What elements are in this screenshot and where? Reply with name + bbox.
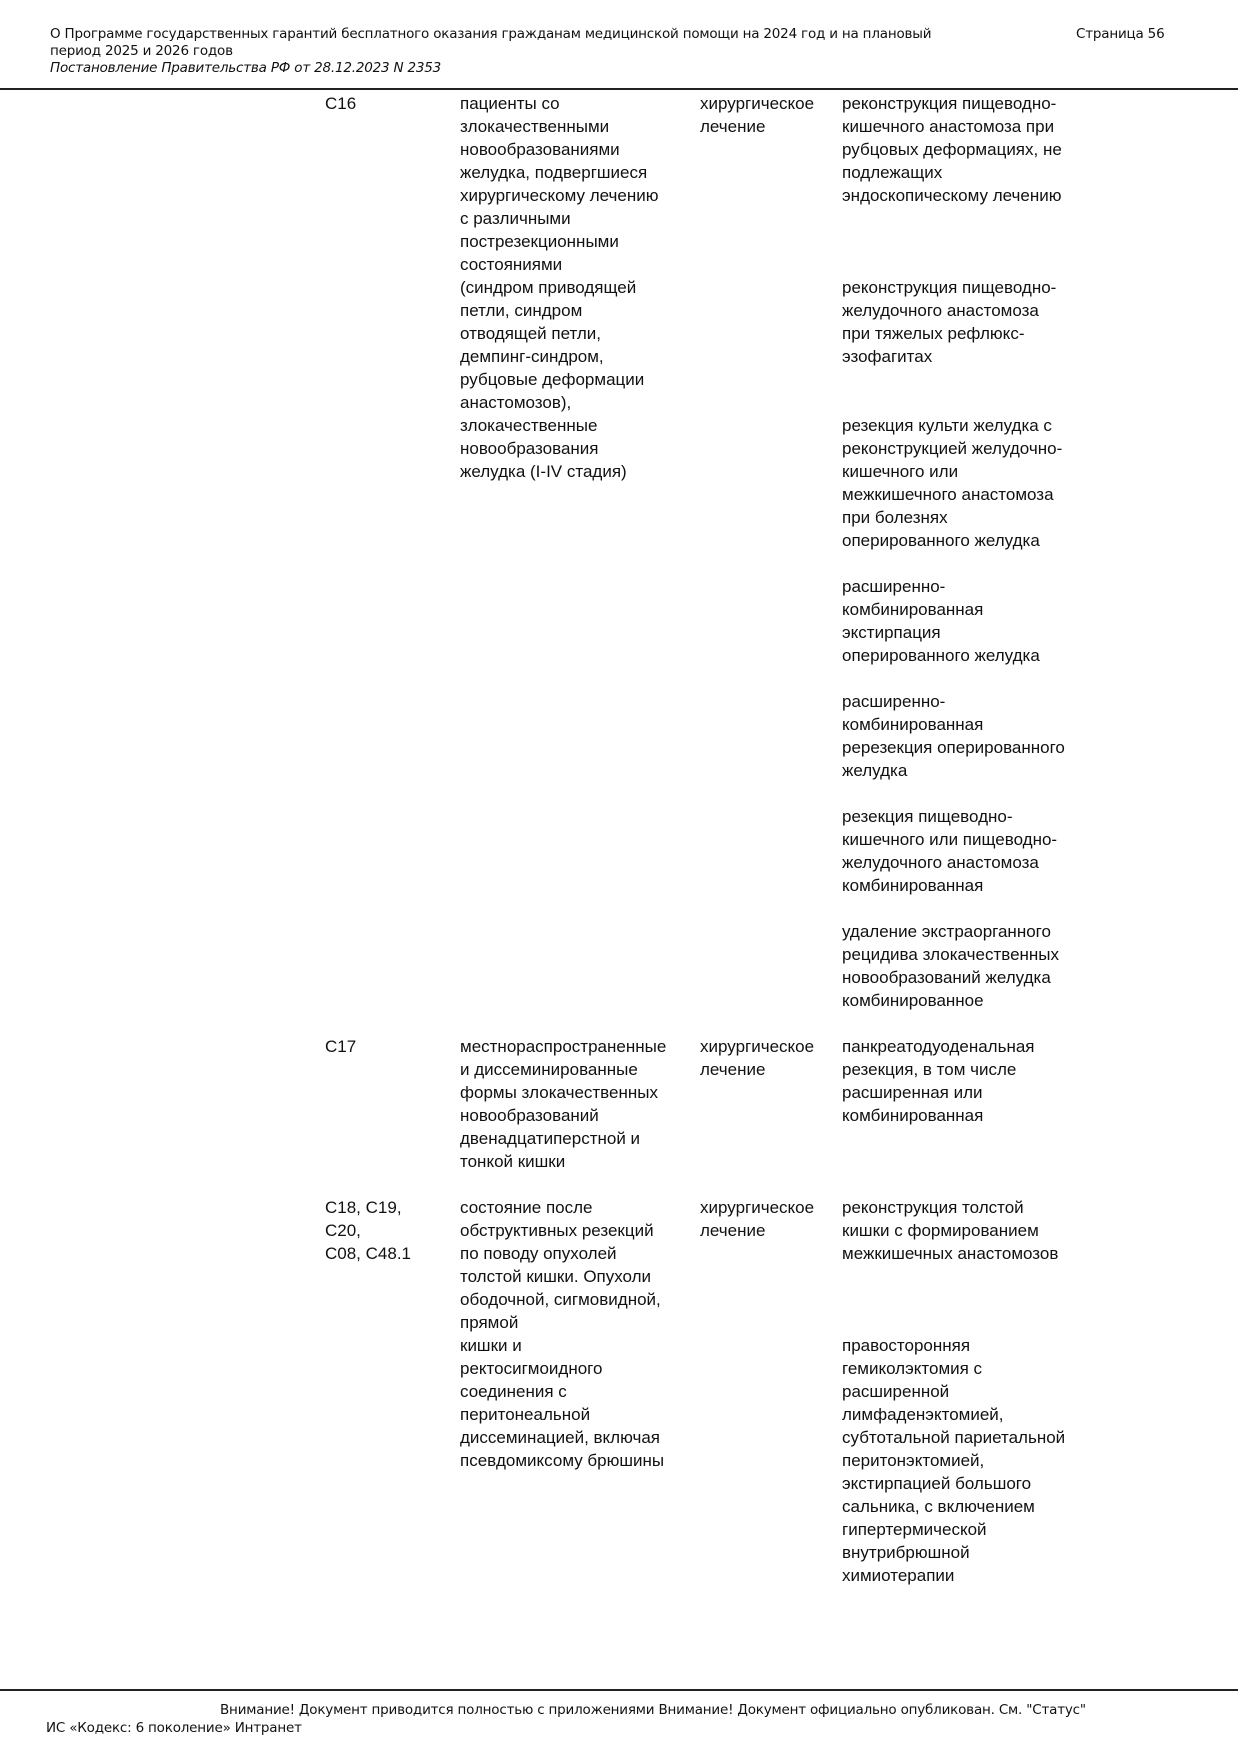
page-number: Страница 56 [1076,26,1165,42]
treatment-method: реконструкция пищеводно- кишечного анастомоза при рубцовых деформациях, не подлежащих эндоскопическому лечению [842,94,1062,205]
document-title-line-2: период 2025 и 2026 годов [50,43,233,59]
table-row [325,1196,1102,1587]
footer-system-name: ИС «Кодекс: 6 поколение» Интранет [46,1720,302,1736]
treatment-method: панкреатодуоденальная резекция, в том числе расширенная или комбинированная [842,1037,1035,1125]
row-segment [460,276,1102,414]
header-divider [0,88,1238,90]
treatment-method-cell [842,1035,1102,1173]
treatment-type-cell [700,1334,842,1587]
table-row [325,1035,1102,1173]
treatment-type-cell: хирургическое лечение [700,1198,815,1240]
treatment-method: реконструкция пищеводно- желудочного анастомоза при тяжелых рефлюкс- эзофагитах [842,278,1057,366]
patient-model-cell: состояние после обструктивных резекций по поводу опухолей толстой кишки. Опухоли ободочной, сигмовидной, прямой [460,1198,661,1332]
treatment-method-cell [842,1334,1102,1587]
patient-model-cell: пациенты со злокачественными новообразованиями желудка, подвергшиеся хирургическому лечению с различными пострезекционными состояниями [460,94,659,274]
document-title-line-1: О Программе государственных гарантий бесплатного оказания гражданам медицинской помощи на 2024 год и на плановый [50,26,932,42]
patient-model-cell: (синдром приводящей петли, синдром отводящей петли, демпинг-синдром, рубцовые деформации анастомозов), [460,278,645,412]
footer-divider [0,1689,1238,1691]
patient-model-cell: кишки и ректосигмоидного соединения с перитонеальной диссеминацией, включая псевдомиксому брюшины [460,1336,665,1470]
treatment-method: расширенно- комбинированная экстирпация оперированного желудка [842,577,1040,665]
table-row [325,92,1102,1012]
treatment-method: резекция пищеводно- кишечного или пищеводно- желудочного анастомоза комбинированная [842,807,1058,895]
treatment-type-cell: хирургическое лечение [700,94,815,136]
row-segment [460,1334,1102,1587]
diagnosis-code-cell: C18, C19, C20, C08, C48.1 [325,1198,411,1263]
treatment-method-cell [842,414,1102,1012]
row-segment [460,1035,1102,1173]
treatment-methods-table [325,92,1102,1587]
document-title-block [50,26,1050,77]
treatment-method-cell [842,92,1102,276]
patient-model-cell: злокачественные новообразования желудка (I-IV стадия) [460,416,627,481]
row-segment [460,414,1102,1012]
document-subtitle: Постановление Правительства РФ от 28.12.2023 N 2353 [50,60,442,76]
footer-notice: Внимание! Документ приводится полностью с приложениями Внимание! Документ официально опубликован. См. "Статус" [220,1702,1086,1718]
treatment-method: реконструкция толстой кишки с формированием межкишечных анастомозов [842,1198,1059,1263]
patient-model-cell: местнораспространенные и диссеминированные формы злокачественных новообразований двенадцатиперстной и тонкой кишки [460,1037,667,1171]
treatment-method: расширенно- комбинированная ререзекция оперированного желудка [842,692,1065,780]
diagnosis-code-cell: C17 [325,1037,357,1056]
treatment-type-cell: хирургическое лечение [700,1037,815,1079]
row-segment [460,1196,1102,1334]
diagnosis-code-cell: C16 [325,94,357,113]
row-segment [460,92,1102,276]
treatment-method: удаление экстраорганного рецидива злокачественных новообразований желудка комбинированное [842,922,1060,1010]
treatment-method-cell [842,276,1102,414]
treatment-type-cell [700,276,842,414]
treatment-method: резекция культи желудка с реконструкцией желудочно- кишечного или межкишечного анастомоза при болезнях оперированного желудка [842,416,1063,550]
treatment-method: правосторонняя гемиколэктомия с расширенной лимфаденэктомией, субтотальной париетальной перитонэктомией, экстирпацией большого сальника, с включением гипертермической внутрибрюшной химиотерапии [842,1336,1066,1585]
treatment-type-cell [700,414,842,1012]
treatment-method-cell [842,1196,1102,1334]
